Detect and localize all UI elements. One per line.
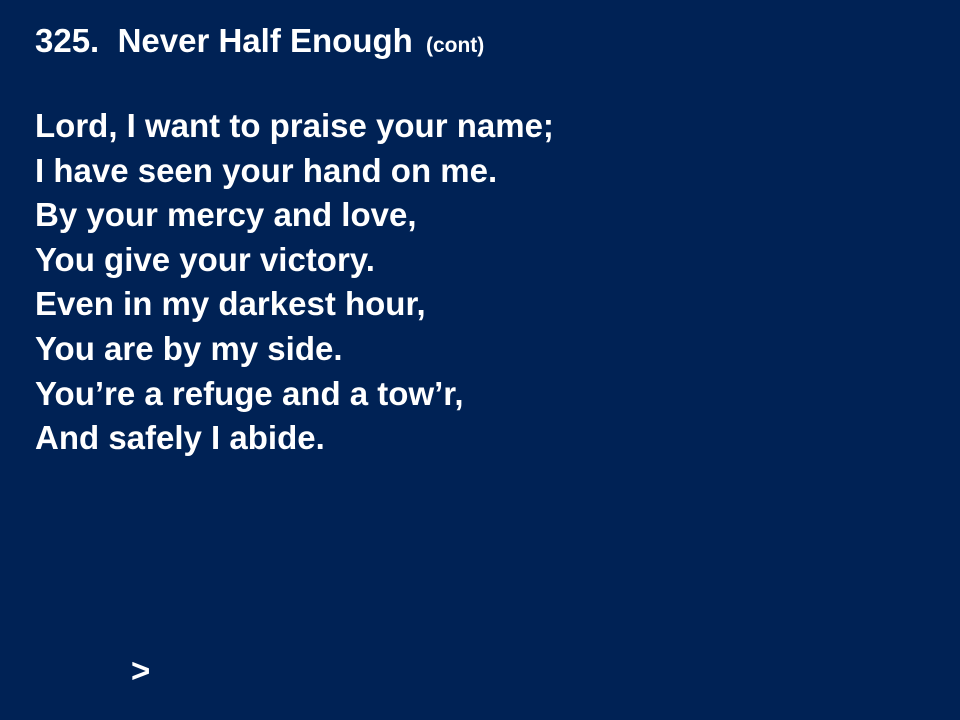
lyric-line: You are by my side. [35,329,343,367]
lyric-line: You give your victory. [35,240,375,278]
slide-title [35,21,484,66]
lyric-line: I have seen your hand on me. [35,151,498,189]
lyric-line: By your mercy and love, [35,196,417,234]
lyric-line: You’re a refuge and a tow’r, [35,374,464,412]
lyric-line: Even in my darkest hour, [35,285,426,323]
next-slide-link[interactable]: > [131,652,151,689]
lyric-line: Lord, I want to praise your name; [35,107,554,144]
hymn-number: 325. [35,22,100,59]
lyrics [35,104,554,461]
hymn-title: Never Half Enough [117,22,413,59]
continued-label: (cont) [425,34,485,57]
lyric-line: And safely I abide. [35,419,325,457]
